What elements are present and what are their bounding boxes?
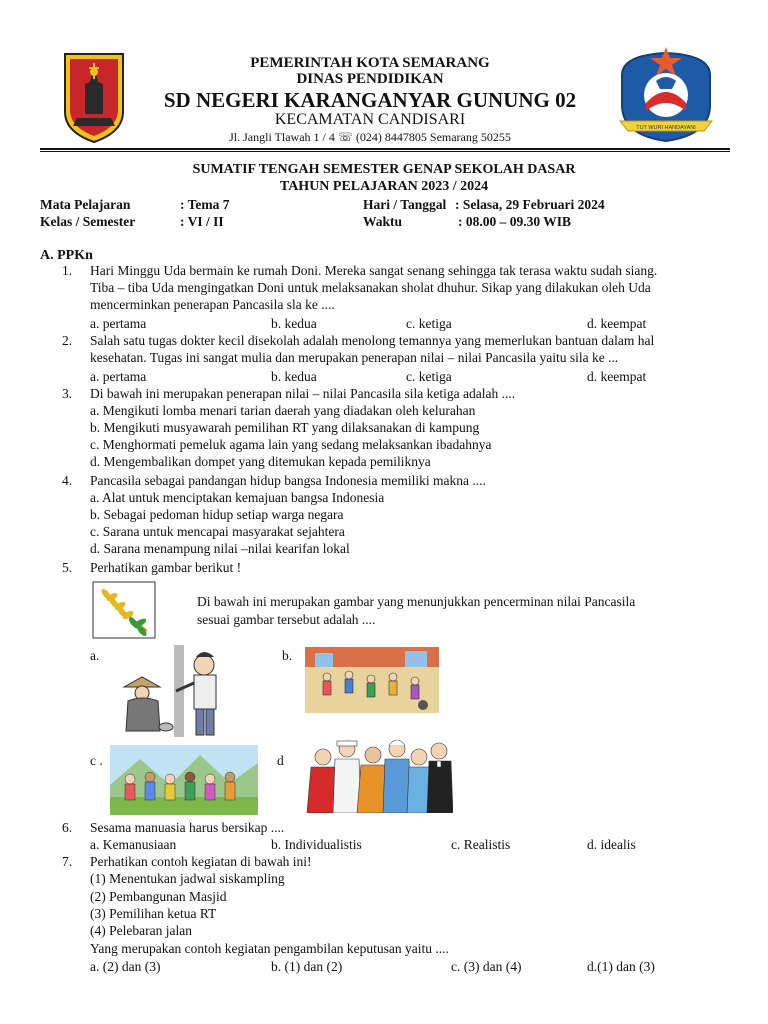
- option-d[interactable]: d.(1) dan (3): [587, 959, 655, 974]
- question-text-line: kesehatan. Tugas ini sangat mulia dan merupakan penerapan nilai – nilai Pancasila yaitu sila ke ...: [90, 350, 619, 365]
- exam-year: TAHUN PELAJARAN 2023 / 2024: [279, 179, 489, 194]
- option-d[interactable]: d. Sarana menampung nilai –nilai kearifan lokal: [90, 541, 350, 556]
- option-a[interactable]: a. Kemanusiaan: [90, 837, 177, 852]
- option-d[interactable]: d. keempat: [587, 369, 647, 384]
- question-4: [62, 472, 752, 560]
- option-c[interactable]: c. ketiga: [406, 369, 452, 384]
- list-item: (1) Menentukan jadwal siskampling: [90, 871, 285, 886]
- option-b-image-community-work[interactable]: [305, 647, 439, 713]
- option-c[interactable]: c. ketiga: [406, 316, 452, 331]
- question-text-line: Perhatikan gambar berikut !: [90, 560, 242, 575]
- question-text-line: Pancasila sebagai pandangan hidup bangsa Indonesia memiliki makna ....: [90, 473, 486, 488]
- option-c[interactable]: c. Realistis: [451, 837, 511, 852]
- option-c-image-diverse-children[interactable]: [110, 745, 258, 815]
- semarang-city-emblem: [63, 52, 125, 144]
- option-c[interactable]: c. (3) dan (4): [451, 959, 522, 974]
- time-label: Waktu: [363, 214, 403, 229]
- list-item: (2) Pembangunan Masjid: [90, 889, 227, 904]
- subject-label: Mata Pelajaran: [40, 197, 131, 212]
- school-name: SD NEGERI KARANGANYAR GUNUNG 02: [163, 88, 577, 112]
- question-text-line: Perhatikan contoh kegiatan di bawah ini!: [90, 854, 312, 869]
- question-6: [62, 819, 752, 855]
- option-b[interactable]: b. Individualistis: [271, 837, 362, 852]
- question-number: 4.: [62, 473, 73, 488]
- telephone-icon: ☏: [337, 130, 353, 144]
- tut-wuri-handayani-emblem: [612, 45, 720, 145]
- address-text: Jl. Jangli Tlawah 1 / 4: [229, 130, 338, 144]
- ribbon-text: TUT WURI HANDAYANI: [636, 125, 696, 131]
- question-side-text: sesuai gambar tersebut adalah ....: [197, 612, 376, 627]
- government-line: PEMERINTAH KOTA SEMARANG: [250, 55, 490, 71]
- question-side-text: Di bawah ini merupakan gambar yang menunjukkan pencerminan nilai Pancasila: [197, 594, 636, 609]
- question-text-line: Sesama manuasia harus bersikap ....: [90, 820, 285, 835]
- class-label: Kelas / Semester: [40, 214, 136, 229]
- option-b[interactable]: b. (1) dan (2): [271, 959, 343, 974]
- option-c-label[interactable]: c .: [90, 753, 103, 768]
- option-a[interactable]: a. Alat untuk menciptakan kemajuan bangsa Indonesia: [90, 490, 385, 505]
- phone-text: (024) 8447805 Semarang 50255: [352, 130, 511, 144]
- option-b-label[interactable]: b.: [282, 648, 293, 663]
- question-7: [62, 853, 752, 977]
- question-text-line: mencerminkan penerapan Pancasila sla ke ....: [90, 297, 335, 312]
- question-number: 5.: [62, 560, 73, 575]
- section-heading: A. PPKn: [40, 248, 93, 263]
- option-a[interactable]: a. (2) dan (3): [90, 959, 161, 974]
- rice-sheaf-icon: [92, 581, 156, 639]
- option-a[interactable]: a. pertama: [90, 316, 147, 331]
- date-label: Hari / Tanggal: [363, 197, 447, 212]
- letterhead: [0, 0, 768, 150]
- class-value: : VI / II: [180, 214, 224, 229]
- option-b[interactable]: b. kedua: [271, 316, 317, 331]
- option-b[interactable]: b. Mengikuti musyawarah pemilihan RT yang dilaksanakan di kampung: [90, 420, 480, 435]
- option-c[interactable]: c. Sarana untuk mencapai masyarakat sejahtera: [90, 524, 345, 539]
- option-a[interactable]: a. Mengikuti lomba menari tarian daerah yang diadakan oleh kelurahan: [90, 403, 476, 418]
- option-d[interactable]: d. keempat: [587, 316, 647, 331]
- option-a-image-beggar[interactable]: [114, 645, 232, 737]
- question-number: 3.: [62, 386, 73, 401]
- option-a[interactable]: a. pertama: [90, 369, 147, 384]
- question-1: [62, 262, 752, 332]
- question-number: 7.: [62, 854, 73, 869]
- district-line: KECAMATAN CANDISARI: [274, 111, 466, 128]
- question-text-line: Salah satu tugas dokter kecil disekolah adalah menolong temannya yang memerlukan bantuan dalam hal: [90, 333, 655, 348]
- question-number: 2.: [62, 333, 73, 348]
- list-item: (4) Pelebaran jalan: [90, 923, 192, 938]
- option-b[interactable]: b. Sebagai pedoman hidup setiap warga negara: [90, 507, 344, 522]
- question-3: [62, 385, 752, 473]
- department-line: DINAS PENDIDIKAN: [296, 71, 444, 87]
- option-d[interactable]: d. Mengembalikan dompet yang ditemukan kepada pemiliknya: [90, 454, 431, 469]
- time-value: : 08.00 – 09.30 WIB: [458, 214, 572, 229]
- option-d-image-religious-figures[interactable]: [305, 735, 453, 813]
- exam-title: SUMATIF TENGAH SEMESTER GENAP SEKOLAH DASAR: [192, 162, 576, 177]
- address-line: [130, 129, 610, 147]
- question-number: 1.: [62, 263, 73, 278]
- header-rule-thin: [40, 151, 730, 152]
- question-5: [62, 559, 752, 819]
- date-value: : Selasa, 29 Februari 2024: [455, 197, 605, 212]
- question-2: [62, 332, 752, 384]
- question-text-line: Tiba – tiba Uda mengingatkan Doni untuk melaksanakan sholat dhuhur. Sikap yang dilakukan oleh Uda: [90, 280, 651, 295]
- question-text-line: Yang merupakan contoh kegiatan pengambilan keputusan yaitu ....: [90, 941, 449, 956]
- question-text-line: Di bawah ini merupakan penerapan nilai – nilai Pancasila sila ketiga adalah ....: [90, 386, 516, 401]
- option-a-label[interactable]: a.: [90, 648, 100, 663]
- option-b[interactable]: b. kedua: [271, 369, 317, 384]
- option-d-label[interactable]: d: [277, 753, 284, 768]
- list-item: (3) Pemilihan ketua RT: [90, 906, 217, 921]
- option-c[interactable]: c. Menghormati pemeluk agama lain yang sedang melaksankan ibadahnya: [90, 437, 492, 452]
- subject-value: : Tema 7: [180, 197, 230, 212]
- option-d[interactable]: d. idealis: [587, 837, 636, 852]
- question-text-line: Hari Minggu Uda bermain ke rumah Doni. Mereka sangat senang sehingga tak terasa waktu sudah siang.: [90, 263, 658, 278]
- header-rule: [40, 148, 730, 150]
- question-number: 6.: [62, 820, 73, 835]
